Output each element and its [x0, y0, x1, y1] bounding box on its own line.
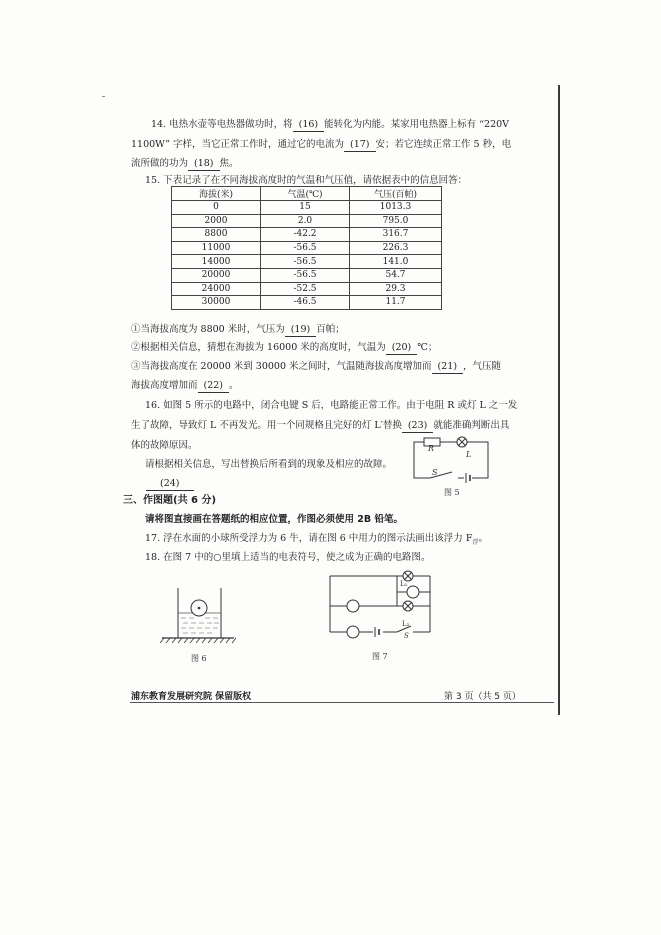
blank-24: (24) — [146, 478, 194, 491]
temperature-cell: 15 — [261, 201, 350, 215]
meter-circle-1 — [347, 600, 359, 612]
q15-text: ，气压随 — [463, 361, 502, 372]
altitude-cell: 11000 — [172, 241, 261, 255]
table-row — [172, 241, 442, 255]
scan-speck — [102, 96, 105, 97]
q18: 18. 在图 7 中的○里填上适当的电表符号，使之成为正确的电路图。 — [145, 552, 431, 563]
page-edge-shadow — [558, 85, 560, 715]
pressure-cell: 141.0 — [350, 255, 442, 269]
fig7-label-l2: L₂ — [402, 620, 410, 628]
blank-23: (23) — [402, 420, 434, 433]
table-header-row — [172, 187, 442, 201]
altitude-cell: 0 — [172, 201, 261, 215]
meter-circle-3 — [407, 586, 419, 598]
meter-circle-2 — [347, 626, 359, 638]
figure-7-circuit — [325, 570, 435, 645]
q14-line1 — [151, 119, 509, 132]
q14-line3 — [131, 158, 239, 171]
fig5-label-r: R — [428, 444, 435, 453]
pressure-cell: 226.3 — [350, 241, 442, 255]
table-row — [172, 268, 442, 282]
fig7-label-l1: L₁ — [400, 580, 408, 588]
q15-part3 — [131, 361, 501, 374]
altitude-cell: 8800 — [172, 228, 261, 242]
altitude-table — [171, 186, 442, 310]
pressure-cell: 29.3 — [350, 282, 442, 296]
q14-line2 — [131, 139, 511, 152]
q14-text: 能转化为内能。某家用电热器上标有 “220V — [324, 119, 510, 130]
section3-title: 三、作图题(共 6 分) — [123, 495, 217, 506]
altitude-cell: 20000 — [172, 268, 261, 282]
fig7-caption: 图 7 — [372, 652, 388, 661]
table-row — [172, 296, 442, 310]
blank-22: (22) — [198, 380, 230, 393]
temperature-cell: -56.5 — [261, 241, 350, 255]
fig5-caption: 图 5 — [444, 488, 460, 497]
temperature-cell: -46.5 — [261, 296, 350, 310]
pressure-cell: 316.7 — [350, 228, 442, 242]
blank-18: (18) — [188, 158, 220, 171]
section3-instruction: 请将图直接画在答题纸的相应位置，作图必须使用 2B 铅笔。 — [145, 514, 403, 525]
q16-line1: 16. 如图 5 所示的电路中，闭合电键 S 后，电路能正常工作。由于电阻 R 或灯 L 之一发 — [145, 400, 518, 411]
q14-text: 焦。 — [219, 158, 239, 169]
q16-line4: 请根据相关信息，写出替换后所看到的现象及相应的故障。 — [145, 459, 393, 470]
footer-page-number: 第 3 页（共 5 页） — [444, 692, 521, 702]
blank-20: (20) — [386, 342, 418, 355]
q15-text: ③当海拔高度在 20000 米到 30000 米之间时，气温随海拔高度增加而 — [131, 361, 432, 372]
table-row — [172, 282, 442, 296]
altitude-cell: 30000 — [172, 296, 261, 310]
altitude-cell: 14000 — [172, 255, 261, 269]
q14-text: 14. 电热水壶等电热器做功时，将 — [151, 119, 293, 130]
temperature-cell: -56.5 — [261, 268, 350, 282]
q15-intro: 15. 下表记录了在不同海拔高度时的气温和气压值，请依据表中的信息回答： — [145, 175, 468, 186]
pressure-cell: 11.7 — [350, 296, 442, 310]
fig5-label-l: L — [466, 450, 472, 459]
temperature-cell: -52.5 — [261, 282, 350, 296]
table-header-temperature: 气温(℃) — [261, 187, 350, 201]
pressure-cell: 795.0 — [350, 214, 442, 228]
pressure-cell: 1013.3 — [350, 201, 442, 215]
q16-text: 生了故障，导致灯 L 不再发光。用一个同规格且完好的灯 L′替换 — [131, 420, 402, 431]
q17-text: 17. 浮在水面的小球所受浮力为 6 牛，请在图 6 中用力的图示法画出该浮力 F — [145, 533, 473, 544]
q17-subscript: 浮 — [472, 538, 479, 546]
q15-part2 — [131, 342, 437, 355]
figure-6-floating-ball — [158, 580, 238, 650]
q14-text: 安；若它连续正常工作 5 秒，电 — [375, 139, 512, 150]
fig7-label-s: S — [404, 632, 409, 640]
temperature-cell: 2.0 — [261, 214, 350, 228]
q15-text: 百帕； — [316, 324, 345, 335]
q16-answer-line — [146, 478, 194, 491]
footer-divider — [130, 702, 554, 703]
q17-text: 。 — [478, 533, 488, 544]
q15-part1 — [131, 324, 345, 337]
blank-16: (16) — [293, 119, 325, 132]
table-row — [172, 255, 442, 269]
q15-text: 。 — [229, 380, 239, 391]
q15-text: 海拔高度增加而 — [131, 380, 198, 391]
table-row — [172, 201, 442, 215]
q17 — [145, 533, 488, 549]
fig5-label-s: S — [432, 468, 438, 477]
q14-text: 流所做的功为 — [131, 158, 189, 169]
altitude-cell: 24000 — [172, 282, 261, 296]
q15-part3-cont — [131, 380, 239, 393]
fig6-caption: 图 6 — [191, 654, 207, 663]
q16-text: 就能准确判断出具 — [433, 420, 510, 431]
q15-text: ②根据相关信息，猜想在海拔为 16000 米的高度时，气温为 — [131, 342, 386, 353]
q16-line3: 体的故障原因。 — [131, 440, 198, 451]
temperature-cell: -42.2 — [261, 228, 350, 242]
table-row — [172, 228, 442, 242]
temperature-cell: -56.5 — [261, 255, 350, 269]
blank-17: (17) — [344, 139, 376, 152]
table-row — [172, 214, 442, 228]
blank-19: (19) — [285, 324, 317, 337]
q15-text: ℃； — [417, 342, 438, 353]
q15-text: ①当海拔高度为 8800 米时，气压为 — [131, 324, 285, 335]
pressure-cell: 54.7 — [350, 268, 442, 282]
table-header-pressure: 气压(百帕) — [350, 187, 442, 201]
footer-publisher: 浦东教育发展研究院 保留版权 — [131, 692, 252, 702]
blank-21: (21) — [432, 361, 464, 374]
q14-text: 1100W” 字样，当它正常工作时，通过它的电流为 — [131, 139, 344, 150]
altitude-cell: 2000 — [172, 214, 261, 228]
table-header-altitude: 海拔(米) — [172, 187, 261, 201]
